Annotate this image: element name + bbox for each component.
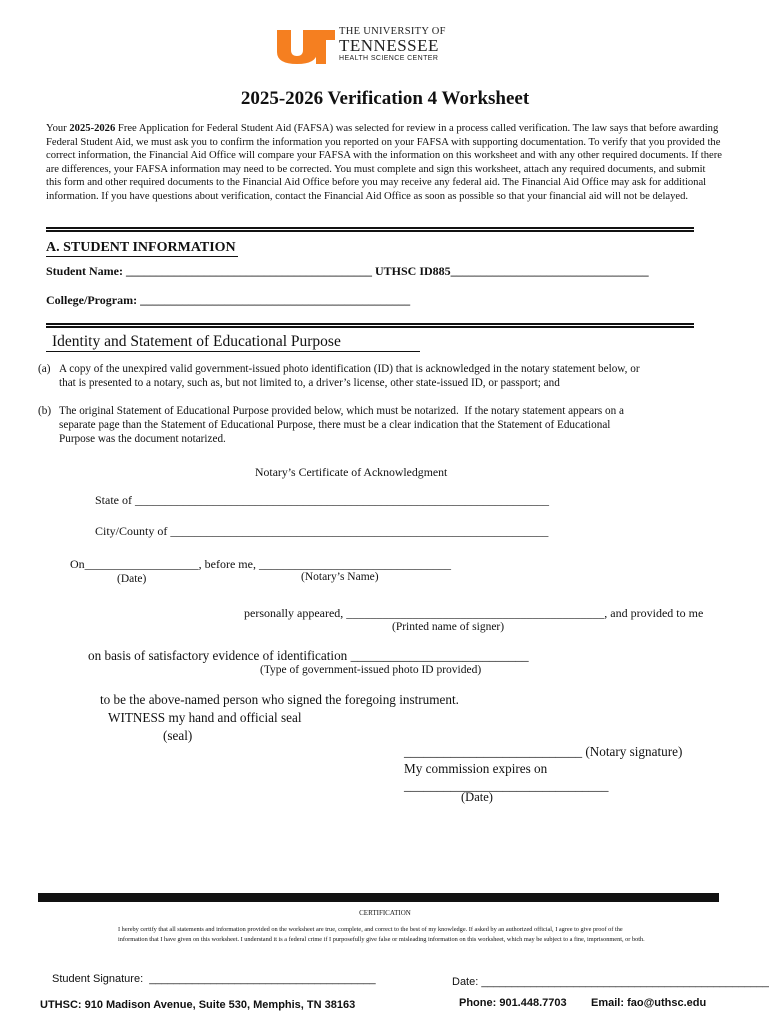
date-caption: (Date) [117, 573, 147, 585]
certification-title: CERTIFICATION [359, 909, 411, 917]
college-program-field[interactable]: College/Program: _____________________________________________ [46, 293, 411, 307]
section-divider [46, 323, 694, 328]
logo-line-1: THE UNIVERSITY OF [339, 26, 446, 37]
item-a-line-1: A copy of the unexpired valid government-issued photo identification (ID) that is acknowledged in the notary statement below, or [59, 363, 640, 375]
notary-heading: Notary’s Certificate of Acknowledgment [255, 465, 448, 479]
city-county-field[interactable]: City/County of _______________________________________________________________ [95, 524, 549, 538]
certification-text: I hereby certify that all statements and information provided on the worksheet are true, complete, and correct to the best of my knowledge. If asked by an authorized official, I agree to give proof of the information that I have given on this worksheet. I understand it is a federal crime if I purposefully give false or misleading information on this worksheet, which may be subject to a fine, imprisonment, or both. [118, 926, 645, 943]
student-signature-field[interactable]: Student Signature: _____________________________________ [52, 973, 376, 985]
section-divider [46, 227, 694, 232]
commission-date-field[interactable]: _______________________________ [404, 778, 609, 793]
identity-section-title: Identity and Statement of Educational Purpose [52, 333, 341, 350]
identification-field[interactable]: on basis of satisfactory evidence of identification ___________________________ [88, 648, 529, 663]
intro-year: 2025-2026 [69, 123, 116, 134]
intro-paragraph [46, 122, 722, 204]
item-a-label: (a) [38, 363, 51, 375]
notary-signature-field[interactable]: ___________________________ (Notary signature) [404, 744, 683, 759]
student-name-field[interactable]: Student Name: _________________________________________ UTHSC ID885_________________________________ [46, 264, 649, 278]
section-a-title: A. STUDENT INFORMATION [46, 240, 236, 255]
commission-date-caption: (Date) [461, 790, 493, 804]
date-notary-name-field[interactable]: On___________________, before me, ________________________________ [70, 557, 451, 571]
intro-body: Free Application for Federal Student Aid (FAFSA) was selected for review in a process called verification. The law says that before awarding Federal Student Aid, we must ask you to confirm the information you reported on your FAFSA with supporting documentation. To verify that you provided the correct information, the Financial Aid Office will compare your FAFSA with the information on this worksheet and with any other required documents. If there are differences, your FAFSA information may need to be corrected. You must complete and sign this worksheet, attach any required documents, and submit this form and other required documents to the Financial Aid Office before you may receive any federal aid. The Financial Aid Office may ask for additional information. If you have questions about verification, contact the Financial Aid Office as soon as possible so that your financial aid will not be delayed. [46, 123, 722, 202]
ut-logo-icon [277, 30, 335, 64]
footer-email[interactable]: Email: fao@uthsc.edu [591, 997, 707, 1009]
item-b-line-2: separate page than the Statement of Educational Purpose, there must be a clear indication that the Statement of Educational [59, 419, 611, 431]
identity-item-a [38, 362, 728, 392]
logo-line-2: TENNESSEE [339, 36, 439, 55]
identity-item-b [38, 404, 728, 448]
item-a-line-2: that is presented to a notary, such as, but not limited to, a driver’s license, other state-issued ID, or passport; and [59, 377, 560, 389]
item-b-label: (b) [38, 405, 52, 417]
notary-name-caption: (Notary’s Name) [301, 571, 379, 583]
logo-line-3: HEALTH SCIENCE CENTER [339, 55, 439, 62]
personally-appeared-field[interactable]: personally appeared, ___________________________________________, and provided to me [244, 606, 704, 620]
above-named-statement: to be the above-named person who signed the foregoing instrument. [100, 692, 459, 707]
document-title: 2025-2026 Verification 4 Worksheet [240, 88, 530, 109]
footer-phone: Phone: 901.448.7703 [459, 997, 567, 1009]
identity-title-underline [46, 351, 420, 352]
uthsc-logo [277, 26, 452, 66]
item-b-line-3: Purpose was the document notarized. [59, 433, 226, 445]
certification-divider [38, 893, 719, 902]
witness-statement: WITNESS my hand and official seal [108, 710, 302, 725]
seal-label: (seal) [163, 728, 193, 743]
section-a-underline [46, 256, 238, 257]
signature-date-field[interactable]: Date: _______________________________________________ [452, 976, 769, 988]
state-of-field[interactable]: State of _____________________________________________________________________ [95, 493, 549, 507]
item-b-line-1: The original Statement of Educational Purpose provided below, which must be notarized. If the notary statement appears on a [59, 405, 625, 417]
footer-address: UTHSC: 910 Madison Avenue, Suite 530, Memphis, TN 38163 [40, 999, 356, 1011]
commission-label: My commission expires on [404, 761, 548, 776]
intro-prefix: Your [46, 123, 70, 134]
logo-wordmark [339, 26, 454, 63]
printed-name-caption: (Printed name of signer) [392, 621, 505, 633]
id-type-caption: (Type of government-issued photo ID provided) [260, 664, 482, 676]
